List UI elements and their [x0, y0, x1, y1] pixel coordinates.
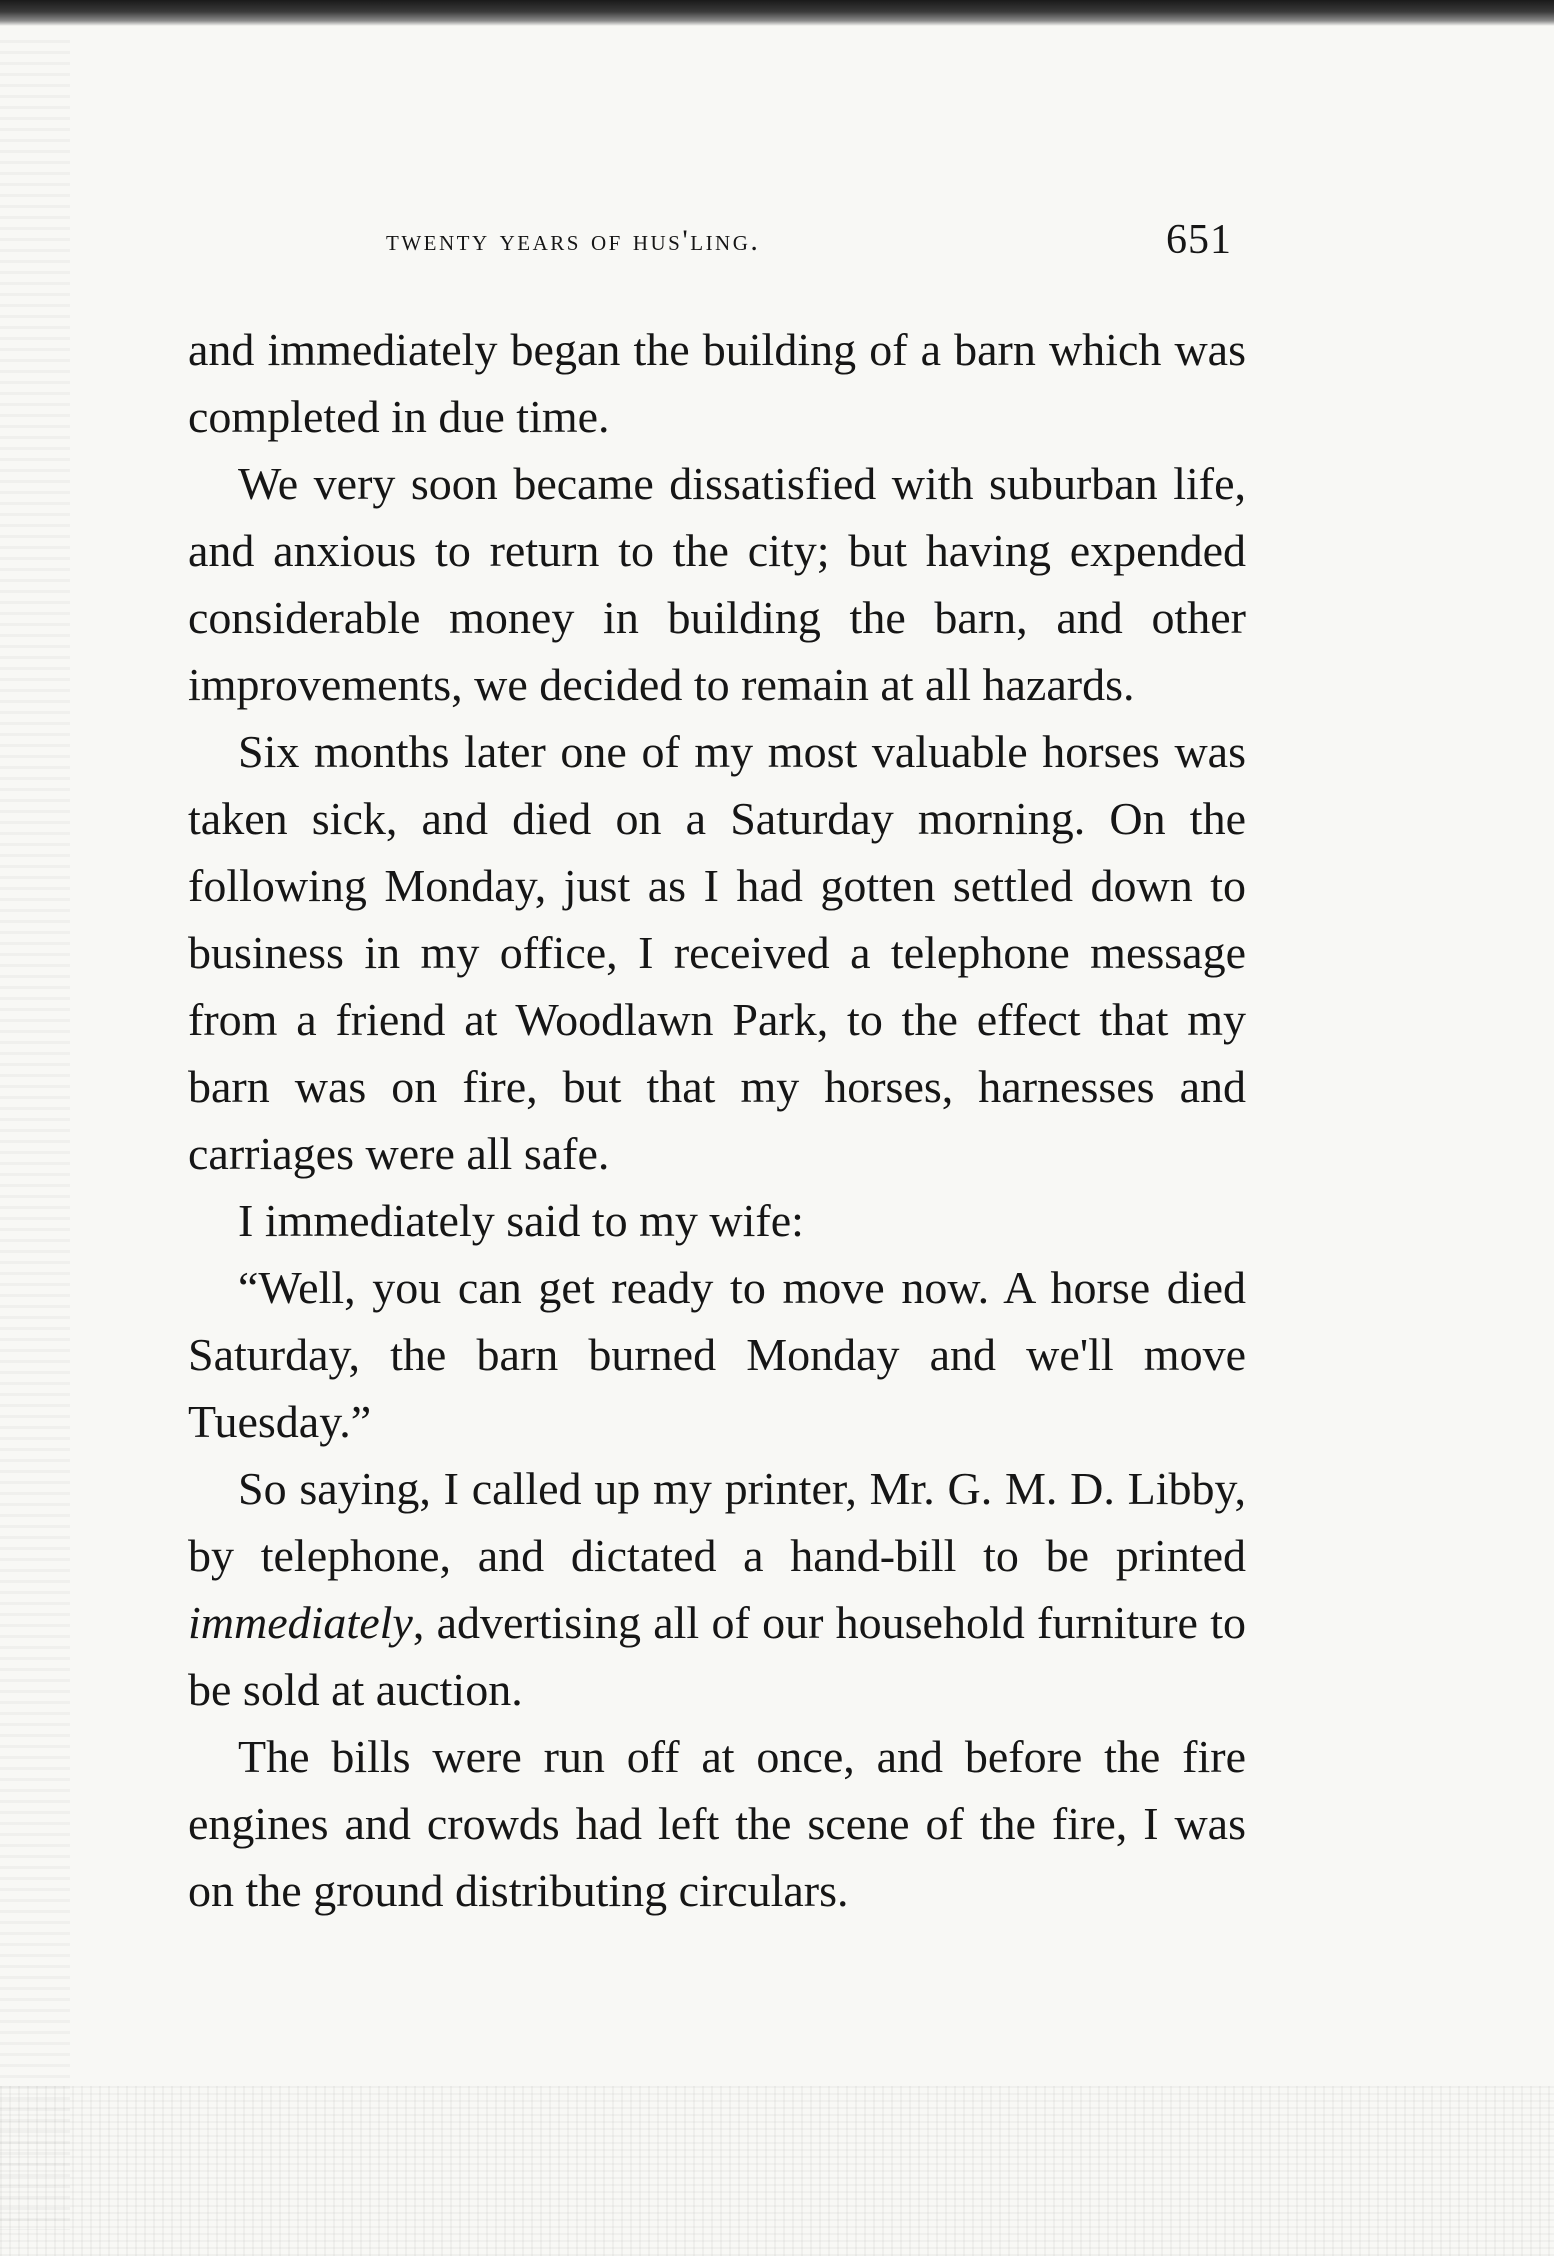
paragraph: Six months later one of my most valuable horses was taken sick, and died on a Saturday morning. On the following Monday, just as I had gotten settled down to business in my office, I received a telephone message from a friend at Woodlawn Park, to the effect that my barn was on fire, but that my horses, harnesses and carriages were all safe. [188, 726, 1246, 1179]
body-text [188, 316, 1246, 1924]
scan-bottom-margin-noise [0, 2086, 1554, 2256]
paragraph-continued: and immediately began the building of a barn which was completed in due time. [188, 324, 1246, 442]
italic-emphasis: immediately [188, 1597, 413, 1648]
page-number: 651 [1166, 217, 1232, 263]
paragraph-text: , advertising all of our household furniture to be sold at auction. [188, 1597, 1246, 1715]
paragraph-text: So saying, I called up my printer, Mr. G. M. D. Libby, by telephone, and dictated a hand-bill to be printed [188, 1463, 1246, 1581]
paragraph: I immediately said to my wife: [238, 1195, 804, 1246]
scan-left-margin-noise [0, 40, 70, 2230]
paragraph: The bills were run off at once, and before the fire engines and crowds had left the scene of the fire, I was on the ground distributing circulars. [188, 1731, 1246, 1916]
paragraph: We very soon became dissatisfied with suburban life, and anxious to return to the city; but having expended considerable money in building the barn, and other improvements, we decided to remain at all hazards. [188, 458, 1246, 710]
paragraph-quotation: “Well, you can get ready to move now. A horse died Saturday, the barn burned Monday and we'll move Tuesday.” [188, 1262, 1246, 1447]
scan-top-edge [0, 0, 1554, 26]
paragraph [188, 1455, 1246, 1723]
running-head-title: twenty years of hus'ling. [386, 224, 761, 257]
